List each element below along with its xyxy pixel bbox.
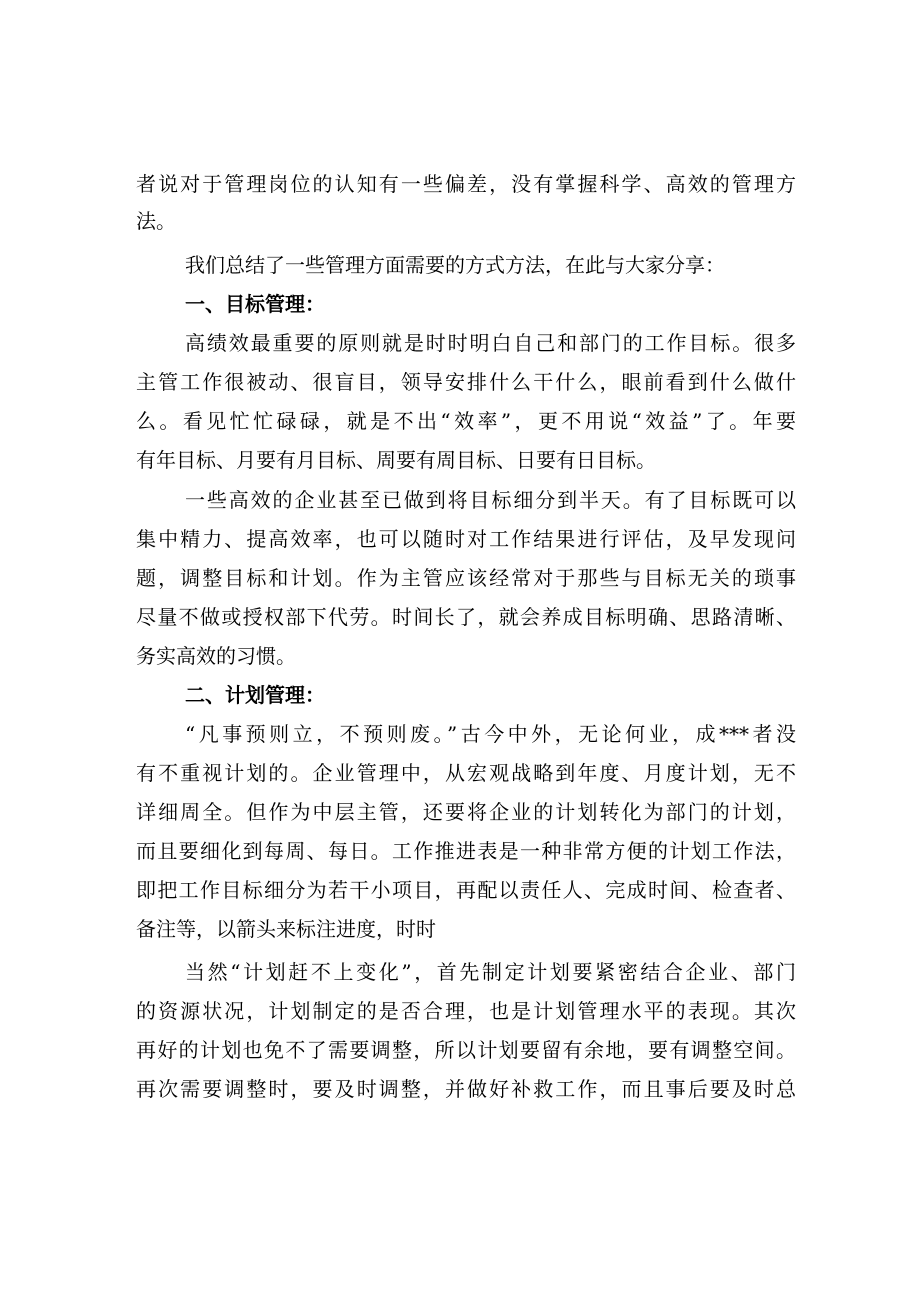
body-line: 备注等，以箭头来标注进度，时时 xyxy=(136,917,436,941)
body-line: “凡事预则立，不预则废。”古今中外，无论何业，成***者没 xyxy=(185,722,796,746)
body-line: 题，调整目标和计划。作为主管应该经常对于那些与目标无关的琐事 xyxy=(136,566,796,590)
body-line: 高绩效最重要的原则就是时时明白自己和部门的工作目标。很多 xyxy=(185,331,796,355)
body-line: 集中精力、提高效率，也可以随时对工作结果进行评估，及早发现问 xyxy=(136,527,796,551)
body-line: 再好的计划也免不了需要调整，所以计划要留有余地，要有调整空间。 xyxy=(136,1038,796,1062)
body-line: 即把工作目标细分为若干小项目，再配以责任人、完成时间、检查者、 xyxy=(136,878,796,902)
body-line: 的资源状况，计划制定的是否合理，也是计划管理水平的表现。其次 xyxy=(136,999,796,1023)
section-heading: 二、计划管理： xyxy=(185,683,325,707)
body-line: 么。看见忙忙碌碌，就是不出“效率”，更不用说“效益”了。年要 xyxy=(136,409,796,433)
body-line: 法。 xyxy=(136,209,176,233)
body-line: 者说对于管理岗位的认知有一些偏差，没有掌握科学、高效的管理方 xyxy=(136,172,796,196)
body-line: 再次需要调整时，要及时调整，并做好补救工作，而且事后要及时总 xyxy=(136,1077,796,1101)
section-heading: 一、目标管理： xyxy=(185,292,325,316)
body-line: 详细周全。但作为中层主管，还要将企业的计划转化为部门的计划， xyxy=(136,800,796,824)
body-line: 而且要细化到每周、每日。工作推进表是一种非常方便的计划工作法， xyxy=(136,839,796,863)
body-line: 有不重视计划的。企业管理中，从宏观战略到年度、月度计划，无不 xyxy=(136,761,796,785)
body-line: 有年目标、月要有月目标、周要有周目标、日要有日目标。 xyxy=(136,448,656,472)
body-line: 一些高效的企业甚至已做到将目标细分到半天。有了目标既可以 xyxy=(185,488,796,512)
body-line: 务实高效的习惯。 xyxy=(136,644,296,668)
body-line: 我们总结了一些管理方面需要的方式方法，在此与大家分享： xyxy=(185,253,725,277)
body-line: 当然“计划赶不上变化”，首先制定计划要紧密结合企业、部门 xyxy=(185,960,796,984)
body-line: 主管工作很被动、很盲目，领导安排什么干什么，眼前看到什么做什 xyxy=(136,370,796,394)
body-line: 尽量不做或授权部下代劳。时间长了，就会养成目标明确、思路清晰、 xyxy=(136,605,796,629)
